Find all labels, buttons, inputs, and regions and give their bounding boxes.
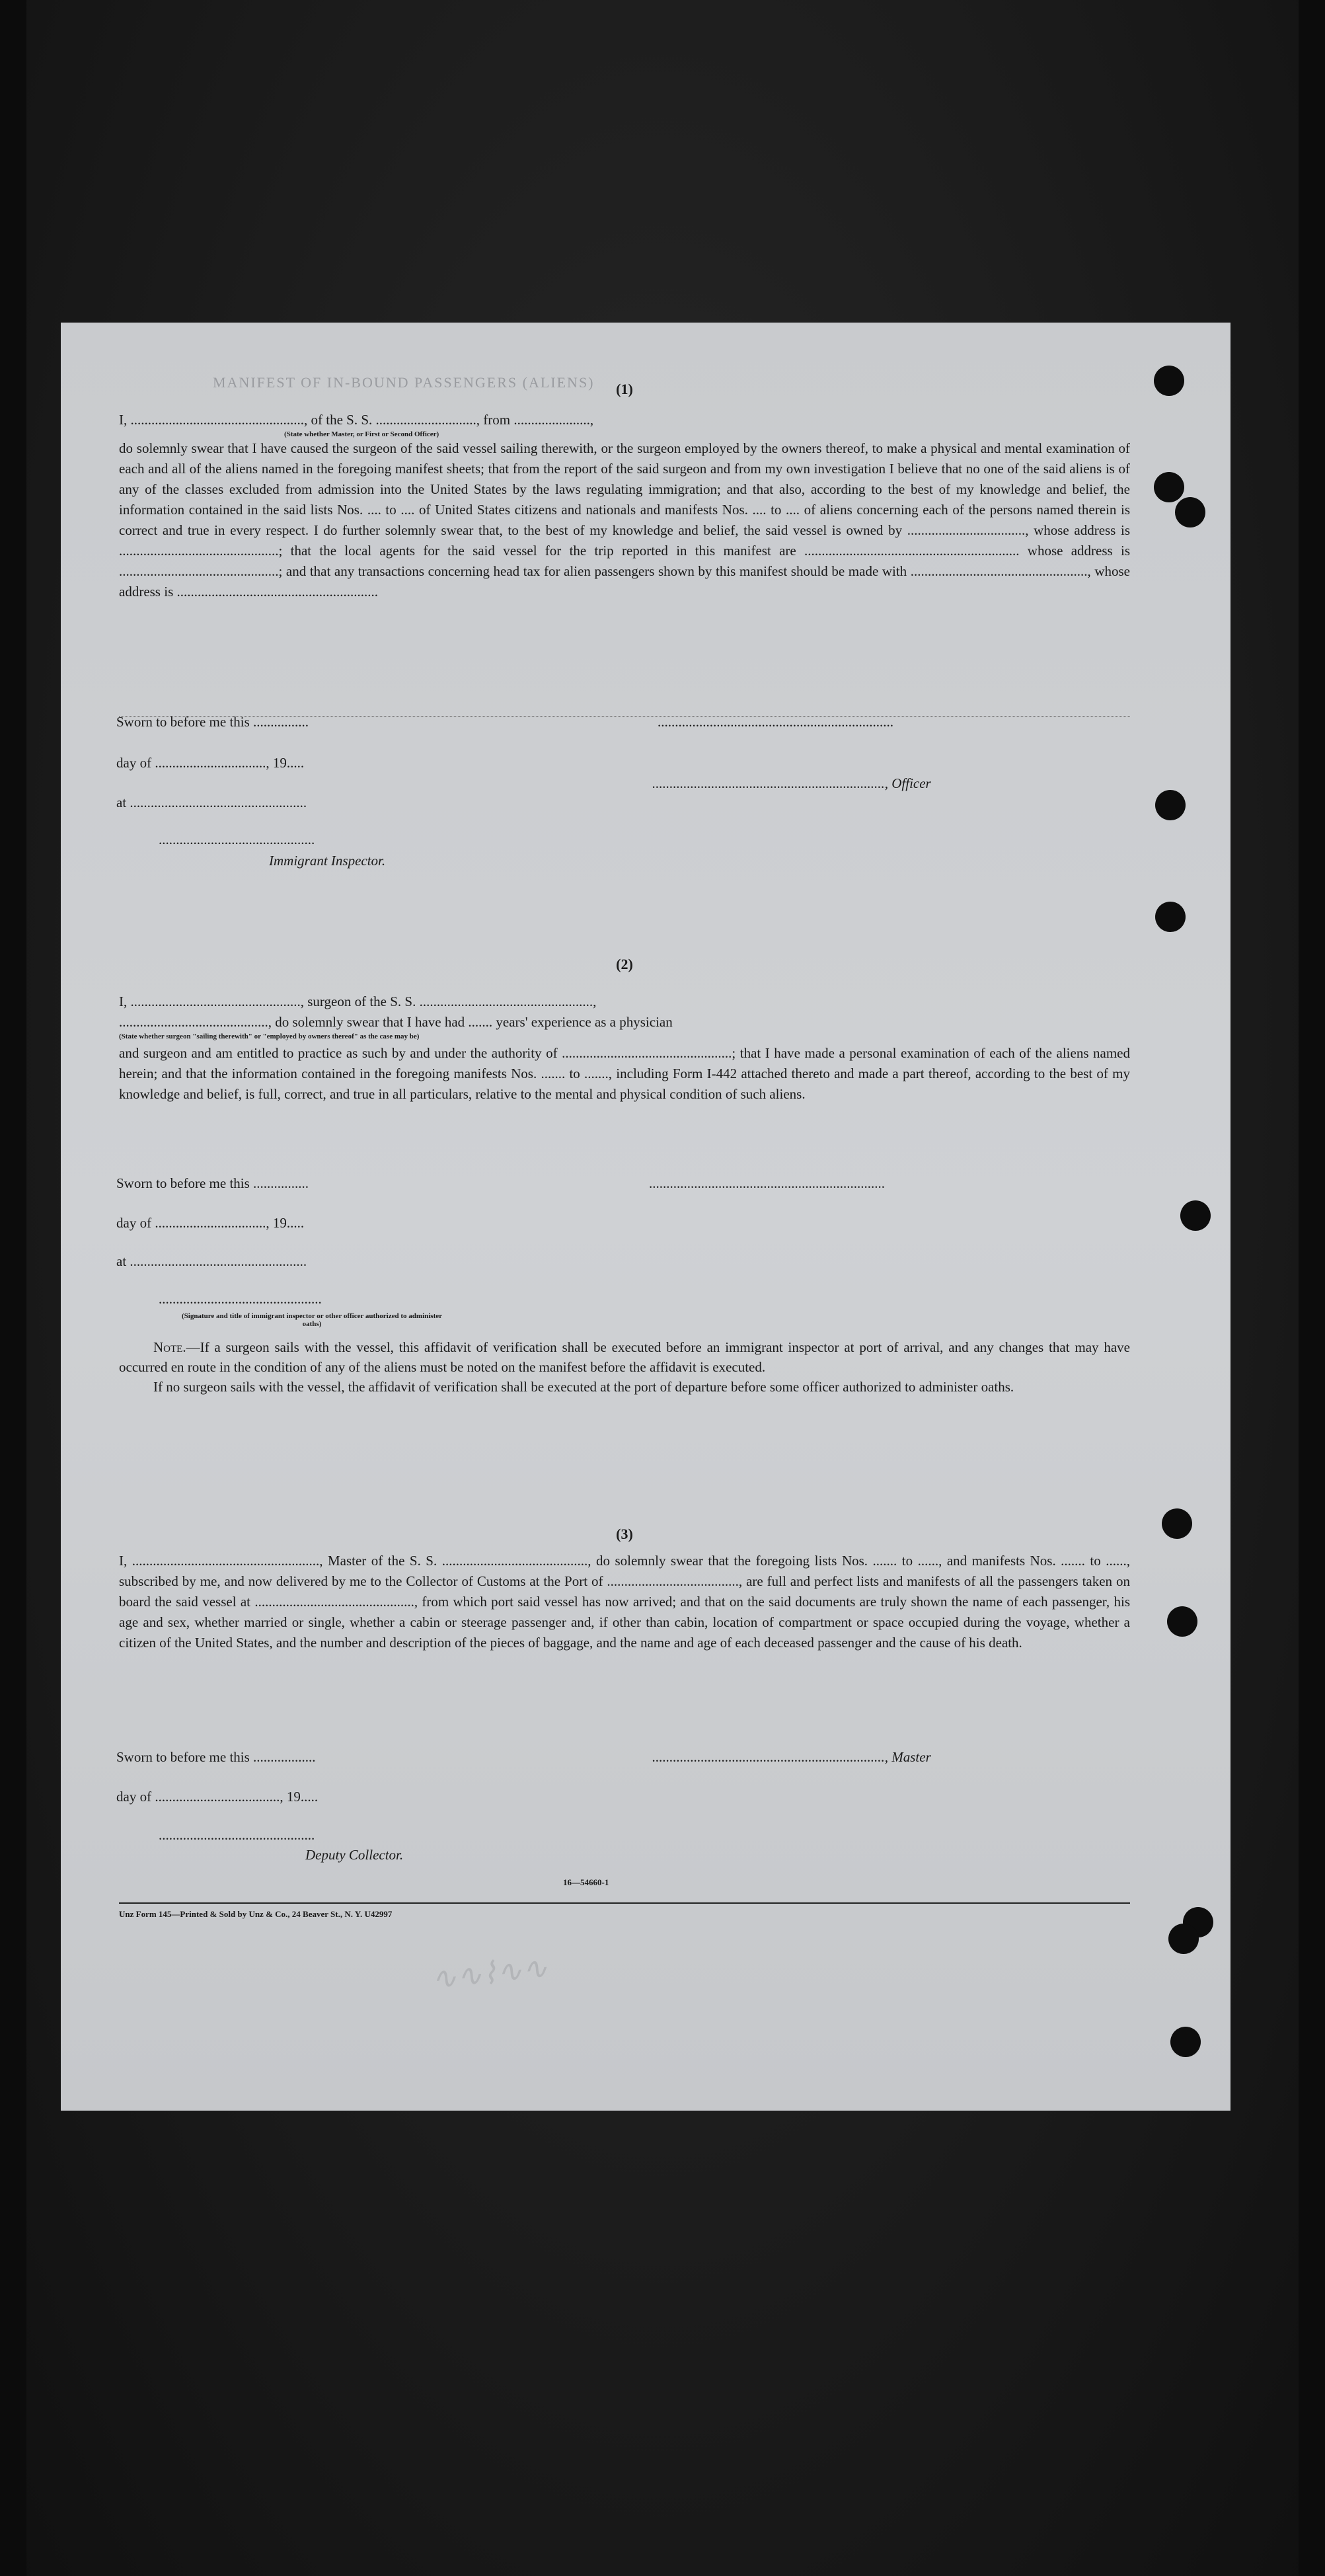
section-1-at: at ................................................... bbox=[116, 795, 307, 810]
section-1-officer-dots: .................................................................... bbox=[658, 714, 893, 730]
section-1-inspector-dots: ............................................. bbox=[159, 832, 315, 847]
film-edge-right bbox=[1299, 0, 1325, 2576]
note-text-2: If no surgeon sails with the vessel, the affidavit of verification shall be executed at the port of departure before some officer authorized to administer oaths. bbox=[153, 1379, 1014, 1395]
section-3-day: day of ...................................., 19..... bbox=[116, 1789, 319, 1805]
section-1-officer-line: ..................................................................., Officer bbox=[652, 775, 931, 791]
section-2-first-line: I, ................................................., surgeon of the S. S. .................................................., bbox=[119, 994, 597, 1009]
section-1-body: do solemnly swear that I have caused the surgeon of the said vessel sailing therewith, or the surgeon employed by the owners thereof, to make a physical and mental examination of each and all of the aliens named in the foregoing manifest sheets; that from the report of the said surgeon and from my own investigation I believe that no one of the said aliens is of any of the classes excluded from admission into the United States by the laws regulating immigration; and that also, according to the best of my knowledge and belief, the information contained in the said lists Nos. .... to .... of United States citizens and nationals and manifests Nos. .... to .... of aliens concerning each of the persons named therein is correct and true in every respect. I do further solemnly swear that, to the best of my knowledge and belief, the said vessel is owned by .................................., whose address is ..............................................; that the local agents for the said vessel for the trip reported in this manifest are .............................................................. whose address is ..............................................; and that any transactions concerning head tax for alien passengers shown by this manifest should be made with ..................................................., whose address is .......................................................... bbox=[119, 440, 1130, 600]
section-2-number: (2) bbox=[616, 956, 633, 972]
punch-hole bbox=[1168, 1924, 1199, 1954]
note-label: Note. bbox=[153, 1339, 186, 1355]
film-edge-left bbox=[0, 0, 26, 2576]
section-2-sig-note: (Signature and title of immigrant inspector or other officer authorized to administer oaths) bbox=[181, 1312, 443, 1328]
section-3-body: I, ......................................................, Master of the S. S. .........................................., do solemnly swear that the foregoing lists Nos. ....... to ......, and manifests Nos. ....... to ......, subscribed by me, and now delivered by me to the Collector of Customs at the Port of ......................................, are full and perfect lists and manifests of all the passengers taken on board the said vessel at .............................................., from which port said vessel has now arrived; and that on the said documents are truly shown the name of each passenger, his age and sex, whether married or single, whether a cabin or steerage passenger and, if other than cabin, location of compartment or space occupied during the voyage, whether a citizen of the United States, and the number and description of the pieces of baggage, and the name and age of each deceased passenger and the cause of his death. bbox=[119, 1553, 1130, 1651]
section-2-sig-dots: ............................................... bbox=[159, 1291, 322, 1307]
punch-hole bbox=[1180, 1200, 1211, 1231]
section-3-number: (3) bbox=[616, 1526, 633, 1542]
section-1-day: day of ................................, 19..... bbox=[116, 755, 305, 771]
section-2 bbox=[119, 956, 1130, 1105]
section-2-body: and surgeon and am entitled to practice as such by and under the authority of .................................................; that I have made a personal examination of each of the aliens named herein; and that the information contained in the foregoing manifests Nos. ....... to ......., including Form I-442 attached thereto and made a part thereof, according to the best of my knowledge and belief, is full, correct, and true in all particulars, relative to the mental and physical condition of such aliens. bbox=[119, 1045, 1130, 1102]
section-3-sworn: Sworn to before me this .................. bbox=[116, 1749, 316, 1765]
punch-hole bbox=[1162, 1508, 1192, 1539]
punch-hole bbox=[1154, 472, 1184, 502]
section-1-inspector-title: Immigrant Inspector. bbox=[269, 853, 386, 869]
section-2-subnote: (State whether surgeon "sailing therewith" or "employed by owners thereof" as the case may be) bbox=[119, 1033, 420, 1040]
section-2-sworn: Sworn to before me this ................ bbox=[116, 1175, 309, 1191]
punch-hole bbox=[1155, 790, 1186, 820]
section-2-day: day of ................................, 19..... bbox=[116, 1215, 305, 1231]
section-1-number: (1) bbox=[616, 381, 633, 397]
footer-rule bbox=[119, 1902, 1130, 1904]
section-3-deputy-dots: ............................................. bbox=[159, 1827, 315, 1843]
form-code: 16—54660-1 bbox=[563, 1877, 609, 1887]
section-1 bbox=[119, 381, 1130, 602]
punch-hole bbox=[1167, 1606, 1197, 1637]
punch-hole bbox=[1170, 2027, 1201, 2057]
note-text-1: —If a surgeon sails with the vessel, this affidavit of verification shall be executed before an immigrant inspector at port of arrival, and any changes that may have occurred en route in the condition of any of the aliens must be noted on the manifest before the affidavit is executed. bbox=[119, 1339, 1130, 1375]
section-2-at: at ................................................... bbox=[116, 1253, 307, 1269]
section-3-master-line: ..................................................................., Master bbox=[652, 1749, 931, 1765]
punch-hole bbox=[1155, 902, 1186, 932]
section-2-surgeon-dots: .................................................................... bbox=[649, 1175, 885, 1191]
section-2-second-line: ..........................................., do solemnly swear that I have had ....... years' experience as a physician bbox=[119, 1014, 673, 1030]
punch-hole bbox=[1175, 497, 1205, 527]
punch-hole bbox=[1154, 366, 1184, 396]
section-3 bbox=[119, 1526, 1130, 1653]
section-1-sworn: Sworn to before me this ................ bbox=[116, 714, 309, 730]
printer-imprint: Unz Form 145—Printed & Sold by Unz & Co., 24 Beaver St., N. Y. U42997 bbox=[119, 1909, 393, 1919]
section-3-deputy-title: Deputy Collector. bbox=[305, 1847, 404, 1863]
section-2-note bbox=[119, 1337, 1130, 1397]
bleed-through-signature: ∿∿⌇∿∿ bbox=[429, 1949, 549, 1998]
section-1-subnote: (State whether Master, or First or Second Officer) bbox=[284, 430, 439, 438]
manifest-page bbox=[61, 323, 1230, 2111]
section-1-first-line: I, .................................................., of the S. S. ............................., from ......................, bbox=[119, 412, 594, 428]
bleed-through-header: MANIFEST OF IN-BOUND PASSENGERS (ALIENS) bbox=[213, 374, 595, 391]
